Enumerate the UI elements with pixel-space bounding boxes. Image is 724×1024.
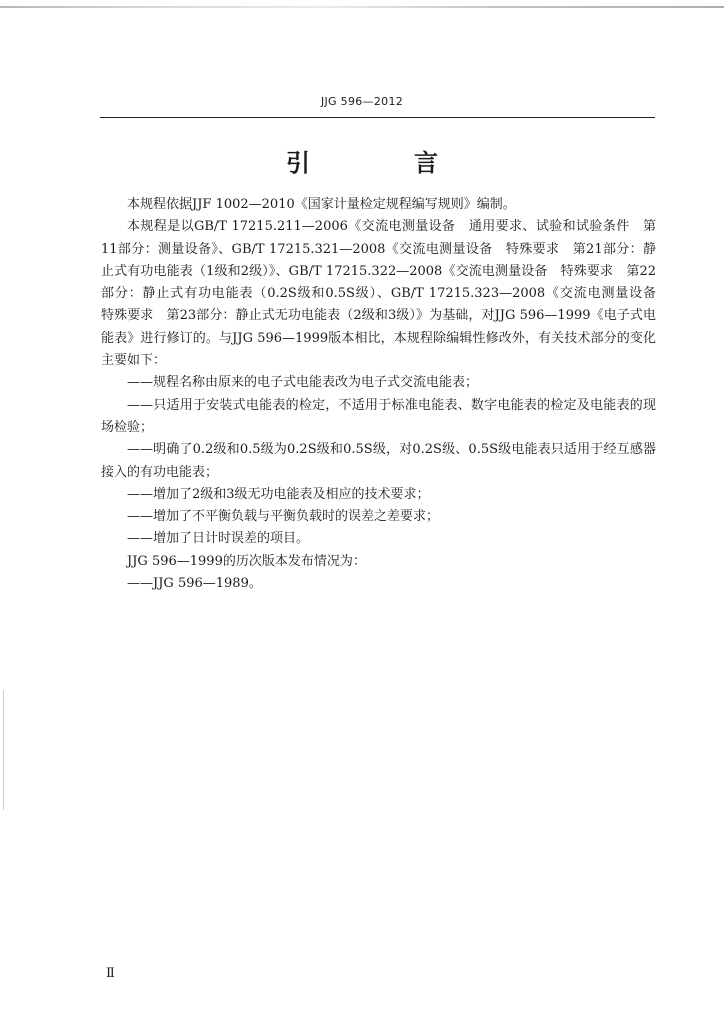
body-text [101,194,670,595]
document-code: JJG 596—2012 [320,95,404,108]
list-item-unbalanced-load: ——增加了不平衡负载与平衡负载时的误差之差要求； [127,509,440,525]
list-item-reactive-meters: ——增加了2级和3级无功电能表及相应的技术要求； [127,486,430,502]
list-item-accuracy-class: ——明确了0.2级和0.5级为0.2S级和0.5S级，对0.2S级、0.5S级电能表只适用于经互感器接入的有功电能表； [101,442,656,480]
paragraph-basis: 本规程依据JJF 1002—2010《国家计量检定规程编写规则》编制。 [127,197,516,212]
paragraph-history: JJG 596—1999的历次版本发布情况为： [127,553,366,569]
list-item-daily-timing: ——增加了日计时误差的项目。 [127,531,310,547]
paragraph-standards: 本规程是以GB/T 17215.211—2006《交流电测量设备 通用要求、试验和试验条件 第11部分：测量设备》、GB/T 17215.321—2008《交流电测量设备 特殊要求 第21部分：静止式有功电能表（1级和2级）》、GB/T 17215.322—2008《交流电测量设备 特殊要求 第22部分：静止式有功电能表（0.2S级和0.5S级）、GB/T 17215.323—2008《交流电测量设备 特殊要求 第23部分：静止式无功电能表（2级和3级）》为基础，对JJG 596—1999《电子式电能表》进行修订的。与JJG 596—1999版本相比，本规程除编辑性修改外，有关技术部分的变化主要如下： [101,219,670,369]
page-number: Ⅱ [106,966,115,981]
list-item-name-change: ——规程名称由原来的电子式电能表改为电子式交流电能表； [127,375,479,391]
page-title: 引 言 [286,149,478,177]
scan-left-edge [3,690,4,810]
list-item-history-1989: ——JJG 596—1989。 [127,576,262,592]
header-rule [100,117,655,118]
scan-top-edge [0,6,724,8]
list-item-scope: ——只适用于安装式电能表的检定，不适用于标准电能表、数字电能表的检定及电能表的现场检验； [101,397,656,435]
